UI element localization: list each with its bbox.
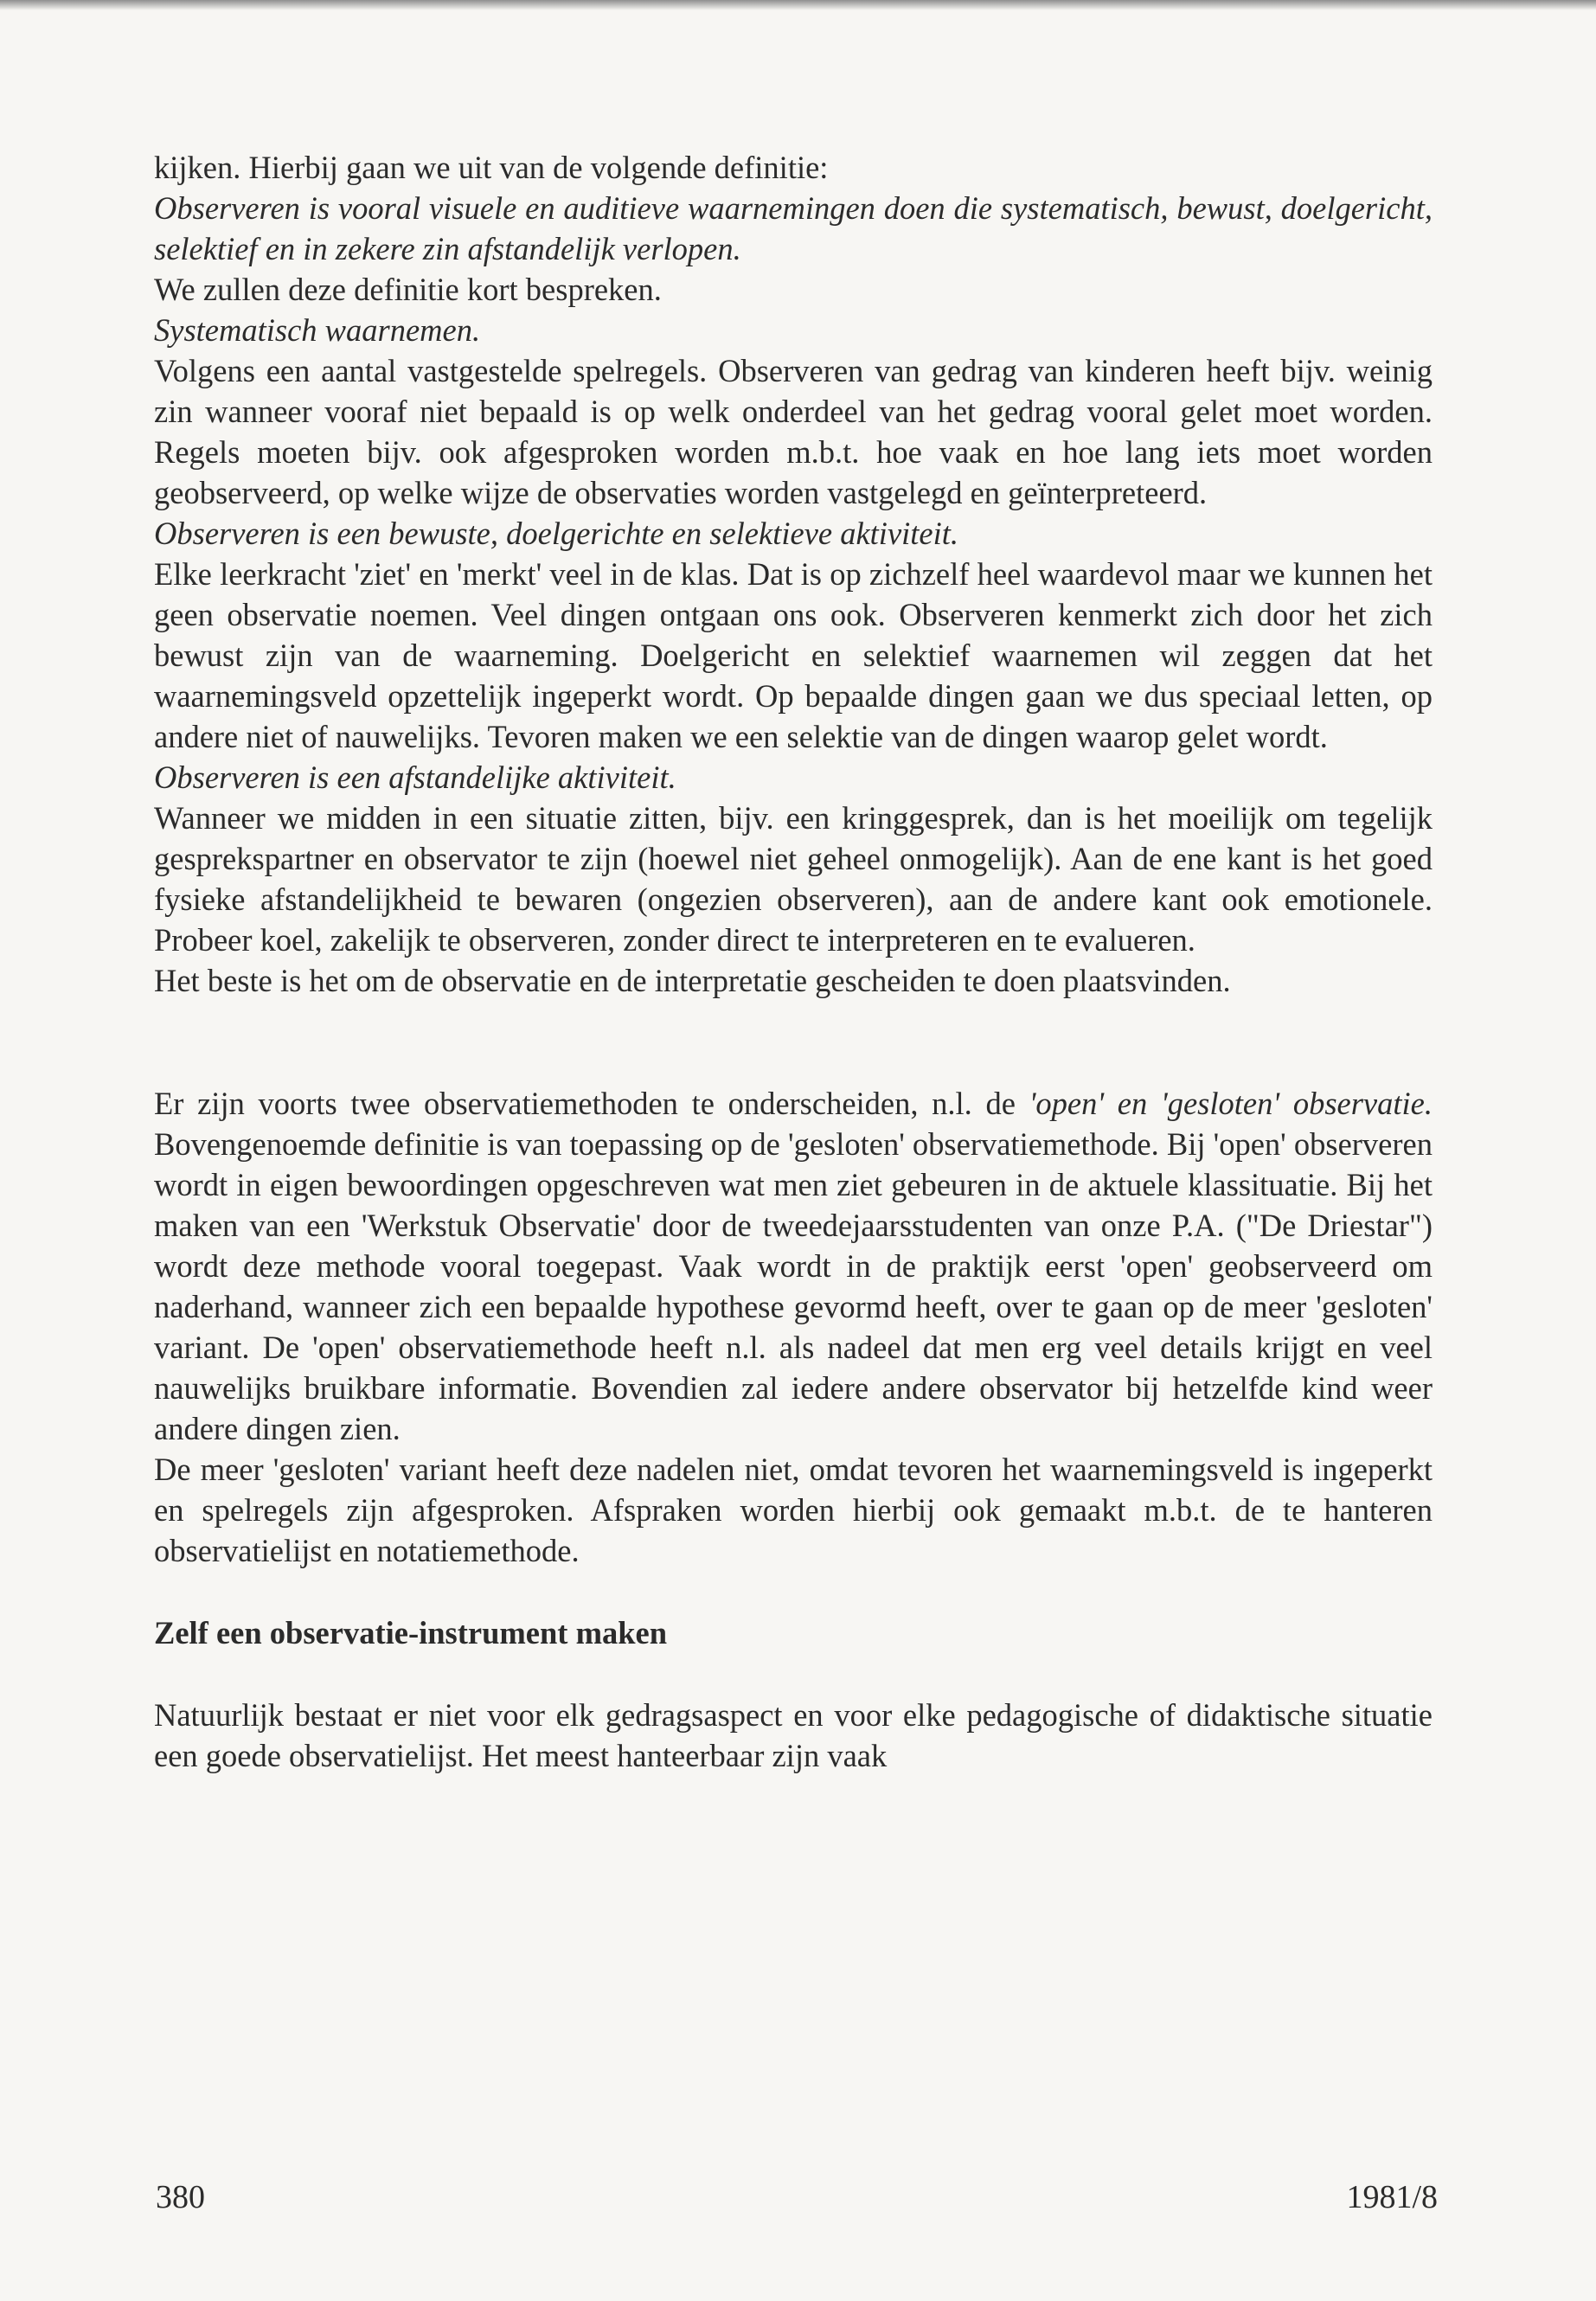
paragraph-detached: Wanneer we midden in een situatie zitten, bijv. een kringgesprek, dan is het moeilijk om tegelijk gesprekspartner en observator te zijn (hoewel niet geheel onmogelijk). Aan de ene kant is het goed fysieke afstandelijkheid te bewaren (ongezien observeren), aan de andere kant ook emotionele. Probeer koel, zakelijk te observeren, zonder direct te interpreteren en te evalueren. (154, 800, 1433, 958)
paragraph-methods (154, 1083, 1433, 1449)
paragraph-conscious: Elke leerkracht 'ziet' en 'merkt' veel in de klas. Dat is op zichzelf heel waardevol maar we kunnen het geen observatie noemen. Veel dingen ontgaan ons ook. Observeren kenmerkt zich door het zich bewust zijn van de waarneming. Doelgericht en selektief waarnemen wil zeggen dat het waarnemingsveld opzettelijk ingeperkt wordt. Op bepaalde dingen gaan we dus speciaal letten, op andere niet of nauwelijks. Tevoren maken we een selektie van de dingen waarop gelet wordt. (154, 556, 1433, 754)
section-heading: Zelf een observatie-instrument maken (154, 1615, 668, 1650)
subheading-detached: Observeren is een afstandelijke aktiviteit. (154, 760, 676, 795)
definition-quote: Observeren is vooral visuele en auditieve waarnemingen doen die systematisch, bewust, doelgericht, selektief en in zekere zin afstandelijk verlopen. (154, 190, 1433, 266)
article-body (154, 147, 1433, 1776)
paragraph-systematic: Volgens een aantal vastgestelde spelregels. Observeren van gedrag van kinderen heeft bijv. weinig zin wanneer vooraf niet bepaald is op welk onderdeel van het gedrag vooral gelet moet worden. Regels moeten bijv. ook afgesproken worden m.b.t. hoe vaak en hoe lang iets moet worden geobserveerd, op welke wijze de observaties worden vastgelegd en geïnterpreteerd. (154, 353, 1433, 510)
subheading-systematic: Systematisch waarnemen. (154, 312, 481, 348)
paragraph-separate: Het beste is het om de observatie en de interpretatie gescheiden te doen plaatsvinden. (154, 963, 1231, 998)
methods-text-rest: Bovengenoemde definitie is van toepassing op de 'gesloten' observatiemethode. Bij 'open' observeren wordt in eigen bewoordingen opgeschreven wat men ziet gebeuren in de aktuele klassituatie. Bij het maken van een 'Werkstuk Observatie' door de tweedejaarsstudenten van onze P.A. ("De Driestar") wordt deze methode vooral toegepast. Vaak wordt in de praktijk eerst 'open' geobserveerd om naderhand, wanneer zich een bepaalde hypothese gevormd heeft, over te gaan op de meer 'gesloten' variant. De 'open' observatiemethode heeft n.l. als nadeel dat men erg veel details krijgt en veel nauwelijks bruikbare informatie. Bovendien zal iedere andere observator bij hetzelfde kind weer andere dingen zien. (154, 1126, 1433, 1446)
paragraph-closed-variant: De meer 'gesloten' variant heeft deze nadelen niet, omdat tevoren het waarnemingsveld is ingeperkt en spelregels zijn afgesproken. Afspraken worden hierbij ook gemaakt m.b.t. de te hanteren observatielijst en notatiemethode. (154, 1452, 1433, 1568)
page-number: 380 (156, 2179, 205, 2215)
methods-emphasis: 'open' en 'gesloten' observatie. (1029, 1086, 1433, 1121)
subheading-conscious: Observeren is een bewuste, doelgerichte en selektieve aktiviteit. (154, 516, 959, 551)
scan-edge-shadow (0, 0, 1596, 10)
issue-number: 1981/8 (1346, 2179, 1438, 2215)
paragraph-instrument: Natuurlijk bestaat er niet voor elk gedragsaspect en voor elke pedagogische of didaktische situatie een goede observatielijst. Het meest hanteerbaar zijn vaak (154, 1697, 1433, 1773)
methods-text-start: Er zijn voorts twee observatiemethoden te onderscheiden, n.l. de (154, 1086, 1029, 1121)
paragraph-intro: kijken. Hierbij gaan we uit van de volgende definitie: (154, 150, 829, 185)
paragraph-discuss: We zullen deze definitie kort bespreken. (154, 272, 662, 307)
